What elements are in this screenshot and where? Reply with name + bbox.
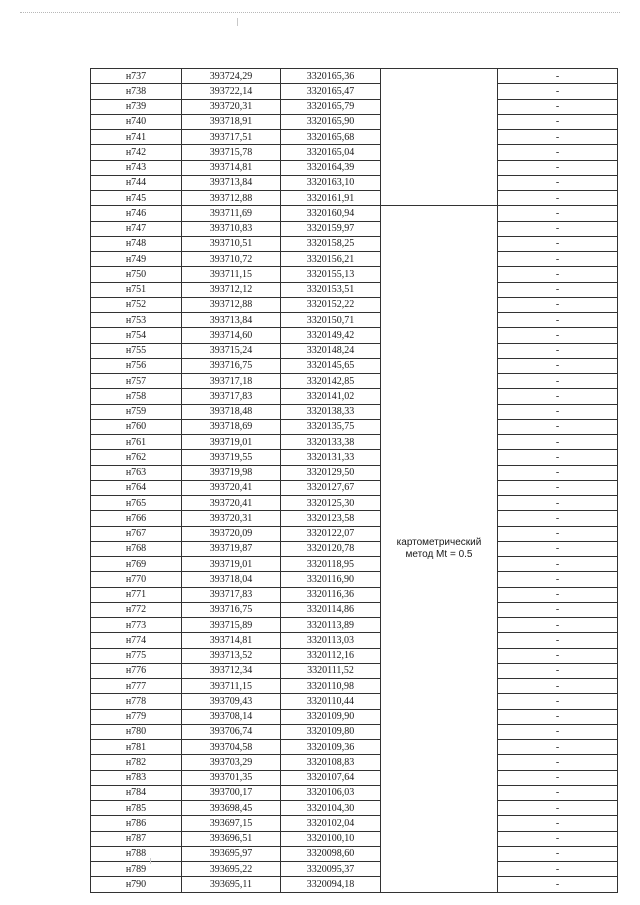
table-cell-note: - (498, 389, 618, 404)
table-cell-name: н783 (91, 770, 182, 785)
table-cell-y: 3320133,38 (281, 435, 381, 450)
table-cell-name: н774 (91, 633, 182, 648)
table-cell-y: 3320123,58 (281, 511, 381, 526)
table-cell-name: н763 (91, 465, 182, 480)
table-cell-name: н767 (91, 526, 182, 541)
table-row (91, 694, 618, 709)
table-cell-name: н758 (91, 389, 182, 404)
table-cell-note: - (498, 297, 618, 312)
table-row (91, 496, 618, 511)
table-row (91, 282, 618, 297)
table-cell-name: н756 (91, 358, 182, 373)
table-cell-x: 393709,43 (182, 694, 281, 709)
table-cell-x: 393717,18 (182, 374, 281, 389)
table-cell-note: - (498, 191, 618, 206)
scan-artifact-top-line (20, 12, 620, 14)
table-cell-note: - (498, 679, 618, 694)
table-row (91, 862, 618, 877)
table-cell-note: - (498, 419, 618, 434)
table-cell-name: н777 (91, 679, 182, 694)
table-cell-y: 3320149,42 (281, 328, 381, 343)
table-cell-y: 3320116,90 (281, 572, 381, 587)
coordinates-table-body (91, 69, 618, 893)
table-cell-name: н754 (91, 328, 182, 343)
table-row (91, 602, 618, 617)
table-row (91, 679, 618, 694)
table-cell-name: н749 (91, 252, 182, 267)
table-cell-name: н768 (91, 541, 182, 556)
table-cell-note: - (498, 709, 618, 724)
table-cell-name: н772 (91, 602, 182, 617)
table-cell-x: 393713,84 (182, 313, 281, 328)
table-row (91, 328, 618, 343)
table-row (91, 511, 618, 526)
table-cell-y: 3320158,25 (281, 236, 381, 251)
table-cell-note: - (498, 557, 618, 572)
table-cell-note: - (498, 114, 618, 129)
table-cell-note: - (498, 877, 618, 892)
table-cell-y: 3320165,90 (281, 114, 381, 129)
table-cell-y: 3320125,30 (281, 496, 381, 511)
table-cell-note: - (498, 465, 618, 480)
table-cell-name: н764 (91, 480, 182, 495)
table-cell-x: 393715,78 (182, 145, 281, 160)
table-cell-name: н769 (91, 557, 182, 572)
coordinates-table-wrapper (90, 68, 612, 893)
table-cell-note: - (498, 130, 618, 145)
table-cell-y: 3320111,52 (281, 663, 381, 678)
table-cell-note: - (498, 328, 618, 343)
scan-artifact-mark (237, 18, 238, 26)
table-cell-y: 3320165,47 (281, 84, 381, 99)
table-cell-x: 393700,17 (182, 785, 281, 800)
table-row (91, 99, 618, 114)
table-cell-name: н771 (91, 587, 182, 602)
table-cell-note: - (498, 99, 618, 114)
table-row (91, 541, 618, 556)
table-row (91, 221, 618, 236)
table-cell-name: н750 (91, 267, 182, 282)
table-cell-x: 393719,98 (182, 465, 281, 480)
table-cell-name: н743 (91, 160, 182, 175)
table-cell-y: 3320113,03 (281, 633, 381, 648)
table-cell-y: 3320102,04 (281, 816, 381, 831)
table-cell-name: н784 (91, 785, 182, 800)
table-cell-x: 393715,89 (182, 618, 281, 633)
table-cell-name: н755 (91, 343, 182, 358)
table-cell-note: - (498, 633, 618, 648)
table-cell-name: н790 (91, 877, 182, 892)
table-cell-note: - (498, 541, 618, 556)
table-cell-note: - (498, 496, 618, 511)
table-row (91, 648, 618, 663)
table-row (91, 160, 618, 175)
table-row (91, 480, 618, 495)
table-cell-note: - (498, 175, 618, 190)
table-cell-x: 393716,75 (182, 602, 281, 617)
table-cell-note: - (498, 862, 618, 877)
coordinates-table (90, 68, 618, 893)
table-cell-note: - (498, 206, 618, 221)
method-cell-empty (381, 69, 498, 206)
table-cell-note: - (498, 740, 618, 755)
table-cell-note: - (498, 587, 618, 602)
table-row (91, 831, 618, 846)
table-cell-y: 3320094,18 (281, 877, 381, 892)
table-cell-name: н765 (91, 496, 182, 511)
table-cell-name: н744 (91, 175, 182, 190)
table-cell-y: 3320109,36 (281, 740, 381, 755)
table-cell-x: 393718,48 (182, 404, 281, 419)
table-cell-y: 3320113,89 (281, 618, 381, 633)
table-cell-y: 3320108,83 (281, 755, 381, 770)
table-cell-y: 3320135,75 (281, 419, 381, 434)
table-cell-name: н757 (91, 374, 182, 389)
table-row (91, 877, 618, 892)
table-row (91, 191, 618, 206)
table-row (91, 297, 618, 312)
table-cell-y: 3320165,79 (281, 99, 381, 114)
table-cell-y: 3320122,07 (281, 526, 381, 541)
table-cell-y: 3320114,86 (281, 602, 381, 617)
table-cell-x: 393711,15 (182, 679, 281, 694)
table-cell-y: 3320109,90 (281, 709, 381, 724)
table-cell-x: 393696,51 (182, 831, 281, 846)
table-cell-y: 3320100,10 (281, 831, 381, 846)
table-cell-note: - (498, 358, 618, 373)
table-cell-note: - (498, 84, 618, 99)
table-cell-note: - (498, 160, 618, 175)
table-row (91, 374, 618, 389)
table-cell-name: н781 (91, 740, 182, 755)
table-row (91, 175, 618, 190)
table-cell-note: - (498, 816, 618, 831)
table-cell-y: 3320165,36 (281, 69, 381, 84)
table-row (91, 663, 618, 678)
table-cell-x: 393714,81 (182, 160, 281, 175)
table-cell-name: н786 (91, 816, 182, 831)
table-cell-x: 393708,14 (182, 709, 281, 724)
table-cell-x: 393718,69 (182, 419, 281, 434)
table-row (91, 709, 618, 724)
table-cell-x: 393695,22 (182, 862, 281, 877)
table-cell-note: - (498, 282, 618, 297)
table-row (91, 770, 618, 785)
table-cell-x: 393711,15 (182, 267, 281, 282)
table-row (91, 267, 618, 282)
table-cell-y: 3320109,80 (281, 724, 381, 739)
table-cell-x: 393704,58 (182, 740, 281, 755)
table-row (91, 816, 618, 831)
table-cell-y: 3320160,94 (281, 206, 381, 221)
table-row (91, 313, 618, 328)
table-row (91, 206, 618, 221)
table-cell-name: н779 (91, 709, 182, 724)
scan-artifact-bottom-mark (150, 858, 151, 864)
table-cell-note: - (498, 313, 618, 328)
table-row (91, 343, 618, 358)
table-cell-x: 393724,29 (182, 69, 281, 84)
table-cell-note: - (498, 404, 618, 419)
table-cell-name: н788 (91, 846, 182, 861)
table-cell-note: - (498, 602, 618, 617)
table-cell-x: 393719,01 (182, 435, 281, 450)
table-row (91, 801, 618, 816)
table-cell-x: 393698,45 (182, 801, 281, 816)
table-cell-x: 393720,41 (182, 496, 281, 511)
table-cell-y: 3320161,91 (281, 191, 381, 206)
table-cell-x: 393710,83 (182, 221, 281, 236)
table-cell-x: 393695,97 (182, 846, 281, 861)
table-cell-note: - (498, 221, 618, 236)
table-cell-name: н747 (91, 221, 182, 236)
table-row (91, 252, 618, 267)
table-cell-y: 3320145,65 (281, 358, 381, 373)
table-cell-name: н760 (91, 419, 182, 434)
table-row (91, 724, 618, 739)
table-row (91, 69, 618, 84)
table-cell-note: - (498, 236, 618, 251)
table-cell-note: - (498, 374, 618, 389)
table-cell-name: н766 (91, 511, 182, 526)
table-cell-name: н785 (91, 801, 182, 816)
table-row (91, 785, 618, 800)
table-cell-note: - (498, 831, 618, 846)
table-cell-x: 393713,84 (182, 175, 281, 190)
table-cell-note: - (498, 572, 618, 587)
table-cell-note: - (498, 694, 618, 709)
table-cell-note: - (498, 785, 618, 800)
table-cell-y: 3320112,16 (281, 648, 381, 663)
table-cell-note: - (498, 526, 618, 541)
table-cell-name: н775 (91, 648, 182, 663)
table-cell-x: 393717,51 (182, 130, 281, 145)
table-cell-x: 393712,12 (182, 282, 281, 297)
table-cell-x: 393720,31 (182, 511, 281, 526)
method-cell: картометрический метод Mt = 0.5 (381, 206, 498, 892)
table-cell-y: 3320164,39 (281, 160, 381, 175)
table-cell-y: 3320153,51 (281, 282, 381, 297)
table-cell-y: 3320165,04 (281, 145, 381, 160)
table-row (91, 114, 618, 129)
table-row (91, 358, 618, 373)
table-cell-name: н787 (91, 831, 182, 846)
table-row (91, 572, 618, 587)
table-cell-name: н780 (91, 724, 182, 739)
table-cell-name: н762 (91, 450, 182, 465)
table-cell-y: 3320159,97 (281, 221, 381, 236)
table-cell-y: 3320152,22 (281, 297, 381, 312)
table-cell-x: 393717,83 (182, 587, 281, 602)
table-cell-y: 3320150,71 (281, 313, 381, 328)
table-cell-name: н746 (91, 206, 182, 221)
table-cell-y: 3320120,78 (281, 541, 381, 556)
table-row (91, 404, 618, 419)
table-cell-x: 393714,81 (182, 633, 281, 648)
table-cell-x: 393695,11 (182, 877, 281, 892)
table-cell-x: 393720,31 (182, 99, 281, 114)
table-cell-name: н776 (91, 663, 182, 678)
table-row (91, 465, 618, 480)
table-row (91, 435, 618, 450)
table-cell-name: н751 (91, 282, 182, 297)
table-cell-note: - (498, 145, 618, 160)
table-cell-x: 393711,69 (182, 206, 281, 221)
table-cell-name: н773 (91, 618, 182, 633)
table-row (91, 450, 618, 465)
table-cell-y: 3320110,44 (281, 694, 381, 709)
table-cell-name: н737 (91, 69, 182, 84)
table-cell-name: н782 (91, 755, 182, 770)
table-cell-note: - (498, 770, 618, 785)
table-row (91, 526, 618, 541)
table-cell-name: н770 (91, 572, 182, 587)
table-cell-note: - (498, 801, 618, 816)
table-cell-x: 393713,52 (182, 648, 281, 663)
table-cell-name: н753 (91, 313, 182, 328)
table-cell-note: - (498, 724, 618, 739)
table-cell-x: 393720,41 (182, 480, 281, 495)
table-cell-y: 3320116,36 (281, 587, 381, 602)
table-row (91, 389, 618, 404)
table-cell-y: 3320095,37 (281, 862, 381, 877)
table-cell-y: 3320156,21 (281, 252, 381, 267)
table-cell-y: 3320098,60 (281, 846, 381, 861)
table-cell-x: 393712,34 (182, 663, 281, 678)
table-cell-name: н789 (91, 862, 182, 877)
table-cell-x: 393720,09 (182, 526, 281, 541)
table-cell-name: н739 (91, 99, 182, 114)
table-row (91, 236, 618, 251)
table-cell-name: н740 (91, 114, 182, 129)
table-row (91, 419, 618, 434)
table-cell-x: 393710,51 (182, 236, 281, 251)
table-cell-note: - (498, 755, 618, 770)
table-row (91, 740, 618, 755)
table-row (91, 633, 618, 648)
table-cell-name: н752 (91, 297, 182, 312)
table-cell-note: - (498, 267, 618, 282)
table-cell-note: - (498, 663, 618, 678)
table-cell-y: 3320142,85 (281, 374, 381, 389)
table-cell-name: н745 (91, 191, 182, 206)
table-row (91, 557, 618, 572)
table-cell-name: н778 (91, 694, 182, 709)
table-cell-x: 393719,55 (182, 450, 281, 465)
table-cell-x: 393718,04 (182, 572, 281, 587)
table-row (91, 587, 618, 602)
table-cell-x: 393697,15 (182, 816, 281, 831)
table-cell-x: 393722,14 (182, 84, 281, 99)
table-cell-y: 3320118,95 (281, 557, 381, 572)
table-cell-name: н759 (91, 404, 182, 419)
table-cell-note: - (498, 618, 618, 633)
table-cell-name: н741 (91, 130, 182, 145)
table-cell-y: 3320104,30 (281, 801, 381, 816)
table-cell-x: 393718,91 (182, 114, 281, 129)
table-cell-x: 393712,88 (182, 297, 281, 312)
table-row (91, 145, 618, 160)
table-cell-y: 3320106,03 (281, 785, 381, 800)
table-cell-note: - (498, 846, 618, 861)
table-row (91, 84, 618, 99)
table-cell-y: 3320141,02 (281, 389, 381, 404)
table-cell-note: - (498, 343, 618, 358)
table-cell-x: 393706,74 (182, 724, 281, 739)
table-cell-y: 3320165,68 (281, 130, 381, 145)
table-cell-note: - (498, 435, 618, 450)
table-row (91, 130, 618, 145)
table-cell-y: 3320148,24 (281, 343, 381, 358)
table-cell-y: 3320155,13 (281, 267, 381, 282)
table-cell-y: 3320131,33 (281, 450, 381, 465)
table-cell-note: - (498, 450, 618, 465)
table-cell-note: - (498, 252, 618, 267)
table-cell-x: 393703,29 (182, 755, 281, 770)
table-cell-y: 3320129,50 (281, 465, 381, 480)
table-row (91, 755, 618, 770)
table-cell-x: 393715,24 (182, 343, 281, 358)
table-cell-x: 393719,87 (182, 541, 281, 556)
table-cell-note: - (498, 480, 618, 495)
table-cell-x: 393714,60 (182, 328, 281, 343)
table-row (91, 618, 618, 633)
table-cell-name: н738 (91, 84, 182, 99)
table-cell-y: 3320138,33 (281, 404, 381, 419)
table-cell-x: 393719,01 (182, 557, 281, 572)
table-cell-y: 3320110,98 (281, 679, 381, 694)
table-cell-note: - (498, 69, 618, 84)
table-cell-y: 3320107,64 (281, 770, 381, 785)
table-row (91, 846, 618, 861)
table-cell-x: 393701,35 (182, 770, 281, 785)
table-cell-x: 393716,75 (182, 358, 281, 373)
table-cell-x: 393717,83 (182, 389, 281, 404)
table-cell-name: н742 (91, 145, 182, 160)
table-cell-x: 393710,72 (182, 252, 281, 267)
table-cell-y: 3320163,10 (281, 175, 381, 190)
table-cell-note: - (498, 648, 618, 663)
table-cell-name: н748 (91, 236, 182, 251)
table-cell-y: 3320127,67 (281, 480, 381, 495)
table-cell-note: - (498, 511, 618, 526)
table-cell-x: 393712,88 (182, 191, 281, 206)
table-cell-name: н761 (91, 435, 182, 450)
